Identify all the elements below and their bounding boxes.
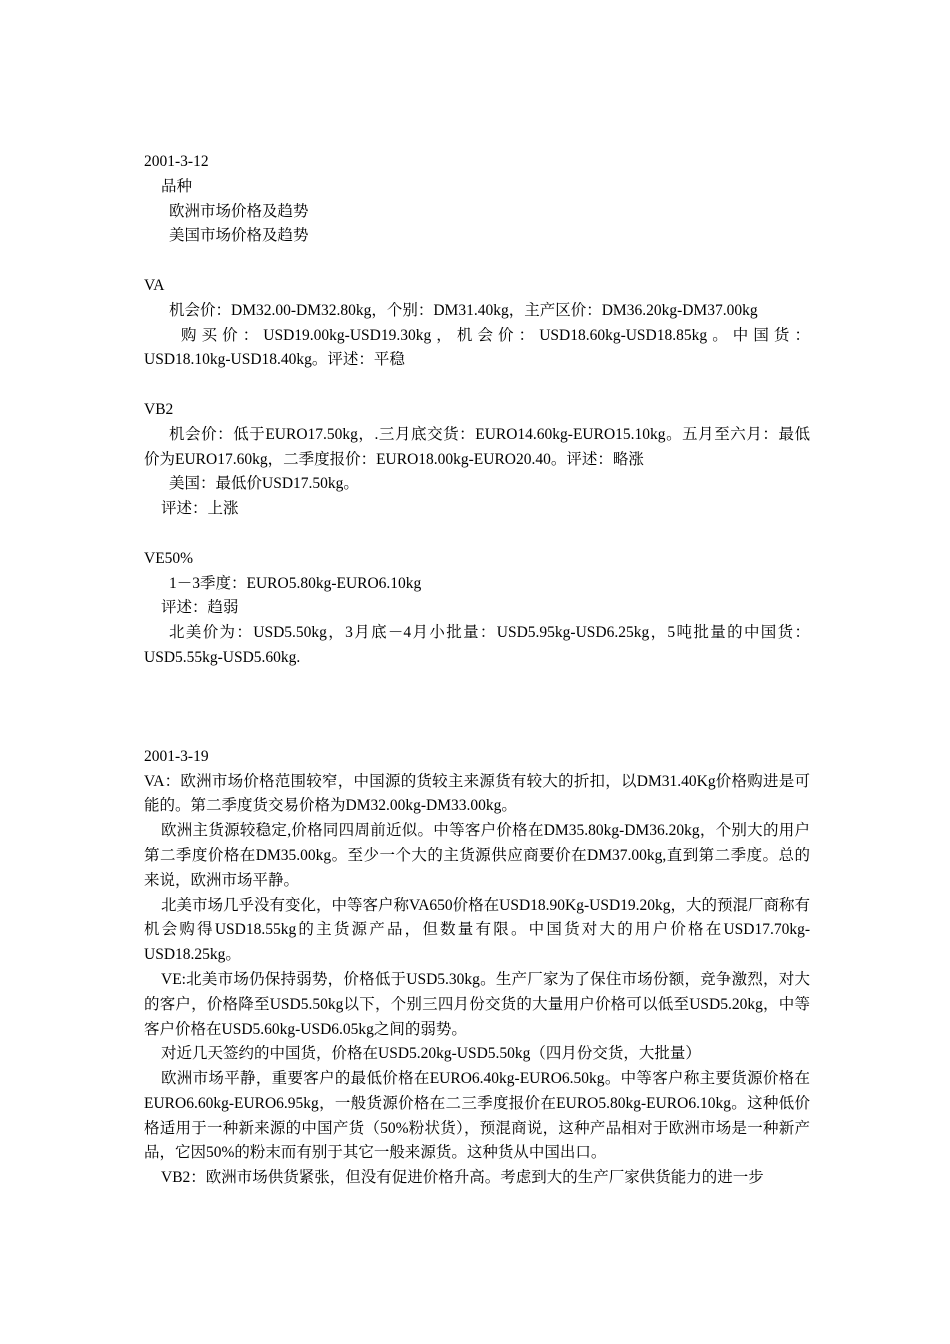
ve50-europe-price: 1－3季度：EURO5.80kg-EURO6.10kg (169, 574, 422, 592)
paragraph-ve-north-america: VE:北美市场仍保持弱势，价格低于USD5.30kg。生产厂家为了保住市场份额，竞争激烈，对大的客户，价格降至USD5.50kg以下，个别三四月份交货的大量用户价格可以低至USD5.20kg，中等客户价格在USD5.60kg-USD6.05kg之间的弱势。 (144, 970, 810, 1038)
vb2-europe-price: 机会价：低于EURO17.50kg，.三月底交货：EURO14.60kg-EURO15.10kg。五月至六月：最低价为EURO17.60kg，二季度报价：EURO18.00kg-EURO20.40。评述：略涨 (144, 425, 810, 468)
header-variety: 品种 (161, 177, 193, 195)
paragraph-vb2-europe: VB2：欧洲市场供货紧张，但没有促进价格升高。考虑到大的生产厂家供货能力的进一步 (161, 1169, 764, 1187)
date-heading-1: 2001-3-12 (144, 153, 209, 170)
section-gap (144, 671, 810, 745)
paragraph-va-europe: VA：欧洲市场价格范围较窄，中国源的货较主来源货有较大的折扣，以DM31.40Kg价格购进是可能的。第二季度货交易价格为DM32.00kg-DM33.00kg。 (144, 772, 810, 815)
vb2-us-price: 美国：最低价USD17.50kg。 (169, 475, 359, 493)
paragraph-va-europe-main: 欧洲主货源较稳定,价格同四周前近似。中等客户价格在DM35.80kg-DM36.20kg，个别大的用户第二季度价格在DM35.00kg。至少一个大的主货源供应商要价在DM37.00kg,直到第二季度。总的来说，欧洲市场平静。 (144, 822, 810, 889)
date-heading-2: 2001-3-19 (144, 747, 209, 765)
paragraph-ve-china: 对近几天签约的中国货，价格在USD5.20kg-USD5.50kg（四月份交货，大批量） (161, 1045, 701, 1063)
header-us: 美国市场价格及趋势 (169, 227, 309, 245)
va-title: VA (144, 276, 165, 294)
spacer (144, 522, 810, 547)
va-europe-price: 机会价：DM32.00-DM32.80kg，个别：DM31.40kg，主产区价：DM36.20kg-DM37.00kg (169, 301, 758, 319)
paragraph-ve-europe: 欧洲市场平静，重要客户的最低价格在EURO6.40kg-EURO6.50kg。中等客户称主要货源价格在EURO6.60kg-EURO6.95kg，一般货源价格在二三季度报价在EURO5.80kg-EURO6.10kg。这种低价格适用于一种新来源的中国产货（50%粉状货），预混商说，这种产品相对于欧洲市场是一种新产品，它因50%的粉末而有别于其它一般来源货。这种货从中国出口。 (144, 1070, 810, 1162)
document-page (144, 150, 810, 1191)
ve50-title: VE50% (144, 549, 194, 567)
va-us-price: 购买价：USD19.00kg-USD19.30kg，机会价：USD18.60kg-USD18.85kg。中国货：USD18.10kg-USD18.40kg。评述：平稳 (144, 326, 810, 369)
vb2-comment: 评述：上涨 (161, 500, 239, 518)
spacer (144, 249, 810, 274)
header-europe: 欧洲市场价格及趋势 (169, 202, 309, 220)
spacer (144, 373, 810, 398)
ve50-comment: 评述：趋弱 (161, 599, 239, 617)
ve50-us-price: 北美价为：USD5.50kg，3月底－4月小批量：USD5.95kg-USD6.25kg，5吨批量的中国货：USD5.55kg-USD5.60kg. (144, 624, 810, 666)
paragraph-va-north-america: 北美市场几乎没有变化，中等客户称VA650价格在USD18.90Kg-USD19.20kg，大的预混厂商称有机会购得USD18.55kg的主货源产品，但数量有限。中国货对大的用户价格在USD17.70kg-USD18.25kg。 (144, 896, 811, 964)
vb2-title: VB2 (144, 400, 174, 418)
